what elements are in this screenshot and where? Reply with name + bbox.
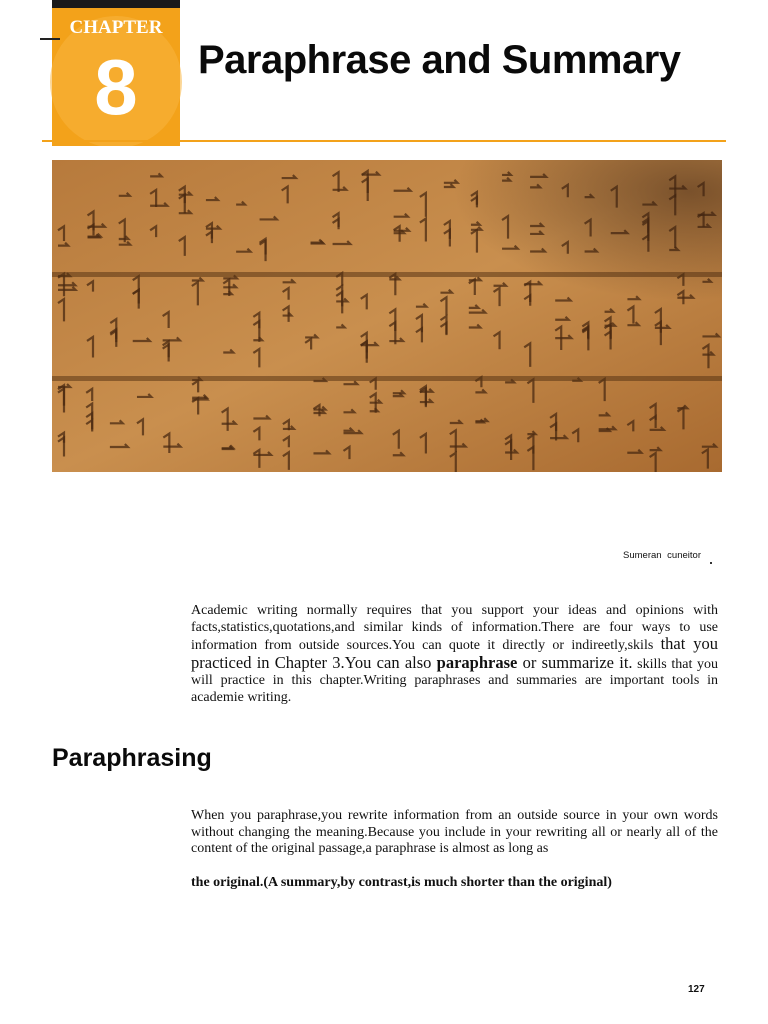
section-heading: Paraphrasing <box>52 744 212 772</box>
paraphrasing-bold-line: the original.(A summary,by contrast,is much shorter than the original) <box>191 875 612 890</box>
chapter-badge <box>40 0 182 146</box>
intro-paragraph <box>191 603 718 706</box>
intro-text-3: or summarize it. <box>517 652 633 672</box>
chapter-number: 8 <box>94 43 138 131</box>
paraphrasing-paragraph: When you paraphrase,you rewrite information from an outside source in your own words without changing the meaning.Because you include in your rewriting all or nearly all of the content of the original passage,a paraphrase is almost as long as <box>191 808 718 856</box>
intro-text-2: that you practiced in Chapter 3.You can also <box>191 634 718 672</box>
intro-bold-word: paraphrase <box>436 652 518 672</box>
figure-caption: Sumeran cuneitor <box>623 550 701 561</box>
intro-text-1: Academic writing normally requires that you support your ideas and opinions with facts,statistics,quotations,and similar kinds of information.There are four ways to use information from outside sources.You can quote it directly or indireetly,skils <box>191 603 718 653</box>
cuneiform-tablet-image <box>52 160 722 472</box>
title-divider <box>42 140 726 142</box>
chapter-title: Paraphrase and Summary <box>198 38 681 82</box>
page-number: 127 <box>688 984 705 995</box>
chapter-badge-graphic <box>40 0 182 146</box>
intro-text-4: skills that you will practice in this chapter.Writing paraphrases and summaries are important tools in academie writing. <box>191 656 718 705</box>
caption-mark <box>710 562 712 564</box>
chapter-label: CHAPTER <box>69 17 163 38</box>
